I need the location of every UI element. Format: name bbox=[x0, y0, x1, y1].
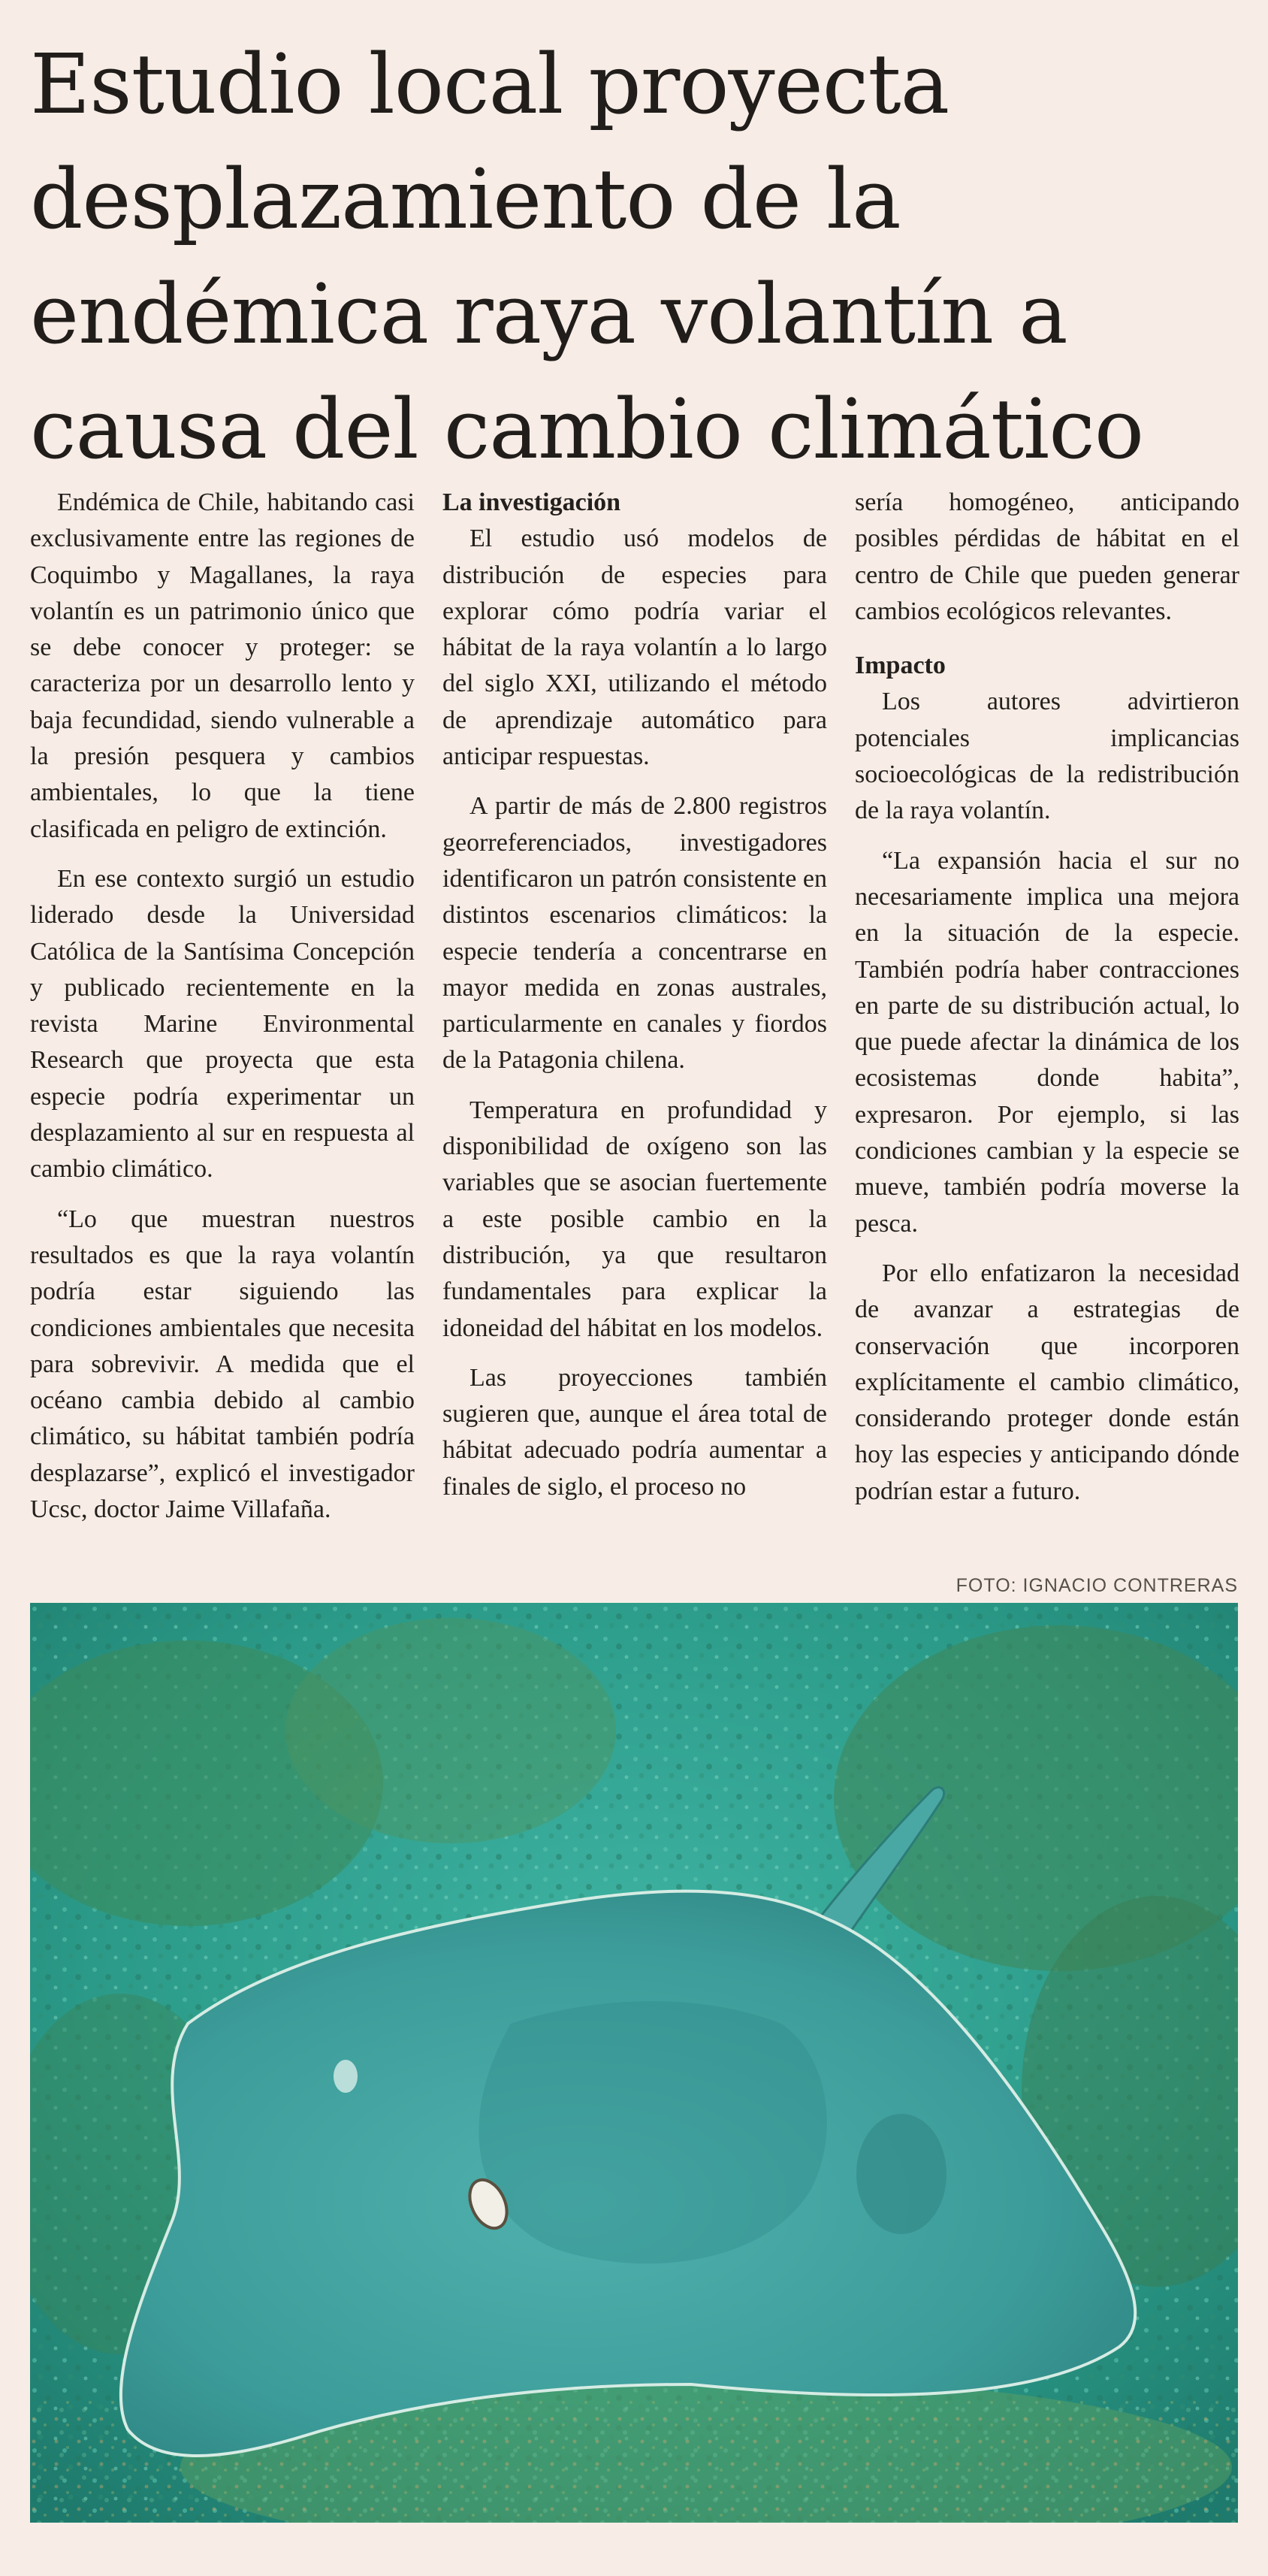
paragraph: “La expansión hacia el sur no necesariamente implica una mejora en la situación de la especie. También podría haber contracciones en parte de su distribución actual, lo que puede afectar la dinámica de los ecosistemas donde habita”, expresaron. Por ejemplo, si las condiciones cambian y la especie se mueve, también podría moverse la pesca. bbox=[855, 846, 1239, 1238]
subheading-impacto: Impacto bbox=[855, 652, 946, 680]
headline bbox=[30, 27, 1239, 487]
ray-spot bbox=[856, 2114, 946, 2234]
ray-spiracle bbox=[334, 2060, 358, 2093]
column-3 bbox=[855, 485, 1239, 1571]
paragraph: El estudio usó modelos de distribución de especies para explorar cómo podría variar el hábitat de la raya volantín a lo largo del siglo XXI, utilizando el método de aprendizaje automático para anticipar respuestas. bbox=[442, 525, 827, 771]
paragraph: Las proyecciones también sugieren que, aunque el área total de hábitat adecuado podría aumentar a finales de siglo, el proceso no bbox=[442, 1363, 827, 1501]
ray-illustration bbox=[30, 1603, 1238, 2523]
column-1 bbox=[30, 485, 415, 1571]
headline-line: endémica raya volantín a bbox=[30, 266, 1067, 362]
paragraph: Temperatura en profundidad y disponibilidad de oxígeno son las variables que se asocian fuertemente a este posible cambio en la distribución, ya que resultaron fundamentales para explicar la idoneidad del hábitat en los modelos. bbox=[442, 1096, 827, 1342]
paragraph: sería homogéneo, anticipando posibles pérdidas de hábitat en el centro de Chile que pueden generar cambios ecológicos relevantes. bbox=[855, 488, 1239, 625]
headline-line: Estudio local proyecta bbox=[30, 36, 949, 132]
article-body bbox=[30, 485, 1239, 1571]
subheading-investigacion: La investigación bbox=[442, 488, 621, 516]
column-2 bbox=[442, 485, 827, 1571]
paragraph: En ese contexto surgió un estudio liderado desde la Universidad Católica de la Santísima Concepción y publicado recientemente en la revista Marine Environmental Research que proyecta que esta especie podría experimentar un desplazamiento al sur en respuesta al cambio climático. bbox=[30, 864, 415, 1184]
paragraph: Los autores advirtieron potenciales implicancias socioecológicas de la redistribución de la raya volantín. bbox=[855, 688, 1239, 825]
headline-line: desplazamiento de la bbox=[30, 151, 901, 247]
headline-line: causa del cambio climático bbox=[30, 381, 1144, 477]
rock bbox=[285, 1618, 616, 1843]
paragraph: Endémica de Chile, habitando casi exclusivamente entre las regiones de Coquimbo y Magallanes, la raya volantín es un patrimonio único que se debe conocer y proteger: se caracteriza por un desarrollo lento y baja fecundidad, siendo vulnerable a la presión pesquera y cambios ambientales, lo que la tiene clasificada en peligro de extinción. bbox=[30, 488, 415, 843]
photo-ray bbox=[30, 1603, 1238, 2523]
paragraph: Por ello enfatizaron la necesidad de avanzar a estrategias de conservación que incorporen explícitamente el cambio climático, considerando proteger donde están hoy las especies y anticipando dónde podrían estar a futuro. bbox=[855, 1259, 1239, 1505]
photo-credit: FOTO: IGNACIO CONTRERAS bbox=[956, 1575, 1238, 1596]
paragraph: “Lo que muestran nuestros resultados es que la raya volantín podría estar siguiendo las condiciones ambientales que necesita para sobrevivir. A medida que el océano cambia debido al cambio climático, su hábitat también podría desplazarse”, explicó el investigador Ucsc, doctor Jaime Villafaña. bbox=[30, 1205, 415, 1524]
ray-shading bbox=[479, 2001, 826, 2263]
paragraph: A partir de más de 2.800 registros georreferenciados, investigadores identificaron un patrón consistente en distintos escenarios climáticos: la especie tendería a concentrarse en mayor medida en zonas australes, particularmente en canales y fiordos de la Patagonia chilena. bbox=[442, 792, 827, 1075]
